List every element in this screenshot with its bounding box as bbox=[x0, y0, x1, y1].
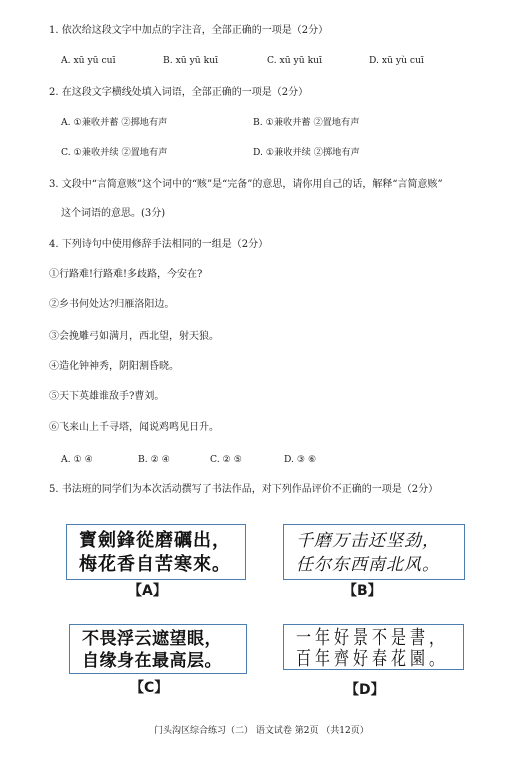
q4-option-a: A. ① ④ bbox=[61, 454, 93, 465]
q4-item-4: ④造化钟神秀，阴阳割昏晓。 bbox=[49, 361, 179, 372]
q4-option-d: D. ③ ⑥ bbox=[284, 454, 317, 465]
work-a-label: 【A】 bbox=[128, 583, 167, 599]
work-d-line1: 一年好景不是書， bbox=[296, 625, 449, 649]
work-c-line1: 不畏浮云遮望眼， bbox=[82, 629, 222, 649]
work-a-line2: 梅花香自苦寒來。 bbox=[79, 554, 231, 575]
q2-option-d: D. ①兼收并续 ②掷地有声 bbox=[253, 147, 360, 158]
calligraphy-work-c bbox=[69, 624, 247, 674]
work-b-label: 【B】 bbox=[343, 583, 382, 599]
work-b-line1: 千磨万击还坚劲， bbox=[296, 531, 440, 551]
q4-option-c: C. ② ⑤ bbox=[210, 454, 242, 465]
work-d-label: 【D】 bbox=[345, 682, 385, 698]
q1-option-d: D. xū yù cuī bbox=[369, 55, 424, 66]
q3-stem-line1: 3. 文段中“言简意赅”这个词中的“赅”是“完备”的意思，请你用自己的话，解释“言简意赅” bbox=[49, 179, 443, 190]
work-d-line2: 百年齊好春花園。 bbox=[296, 646, 449, 670]
work-c-label: 【C】 bbox=[130, 680, 169, 696]
work-b-line2: 任尔东西南北风。 bbox=[296, 555, 440, 575]
q2-option-b: B. ①兼收并蓄 ②置地有声 bbox=[253, 117, 360, 128]
q2-stem: 2. 在这段文字横线处填入词语，全部正确的一项是（2分） bbox=[49, 87, 309, 98]
q4-item-1: ①行路难!行路难!多歧路，今安在? bbox=[49, 269, 203, 280]
q1-option-a: A. xū yū cuī bbox=[61, 55, 116, 66]
q2-option-a: A. ①兼收并蓄 ②掷地有声 bbox=[61, 117, 168, 128]
q3-stem-line2: 这个词语的意思。(3分) bbox=[61, 208, 166, 219]
q2-option-c: C. ①兼收并续 ②置地有声 bbox=[61, 147, 168, 158]
calligraphy-work-b bbox=[283, 524, 465, 580]
q5-stem: 5. 书法班的同学们为本次活动撰写了书法作品，对下列作品评价不正确的一项是（2分） bbox=[49, 484, 439, 495]
q1-option-c: C. xū yū kuī bbox=[267, 55, 323, 66]
calligraphy-work-d bbox=[283, 624, 464, 670]
q4-item-3: ③会挽雕弓如满月，西北望，射天狼。 bbox=[49, 331, 219, 342]
q1-stem: 1. 依次给这段文字中加点的字注音，全部正确的一项是（2分） bbox=[49, 25, 329, 36]
q4-item-2: ②乡书何处达?归雁洛阳边。 bbox=[49, 299, 175, 310]
q4-stem: 4. 下列诗句中使用修辞手法相同的一组是（2分） bbox=[49, 239, 269, 250]
calligraphy-work-a bbox=[66, 524, 246, 580]
q1-option-b: B. xū yū kuī bbox=[163, 55, 219, 66]
q4-option-b: B. ② ④ bbox=[138, 454, 170, 465]
work-c-line2: 自缘身在最高层。 bbox=[82, 651, 222, 671]
q4-item-6: ⑥飞来山上千寻塔，闻说鸡鸣见日升。 bbox=[49, 422, 219, 433]
q4-item-5: ⑤天下英雄谁敌手?曹刘。 bbox=[49, 391, 165, 402]
work-a-line1: 寳劍鋒從磨礪出， bbox=[79, 530, 231, 551]
page-footer: 门头沟区综合练习（二） 语文试卷 第2页 （共12页） bbox=[154, 726, 369, 736]
